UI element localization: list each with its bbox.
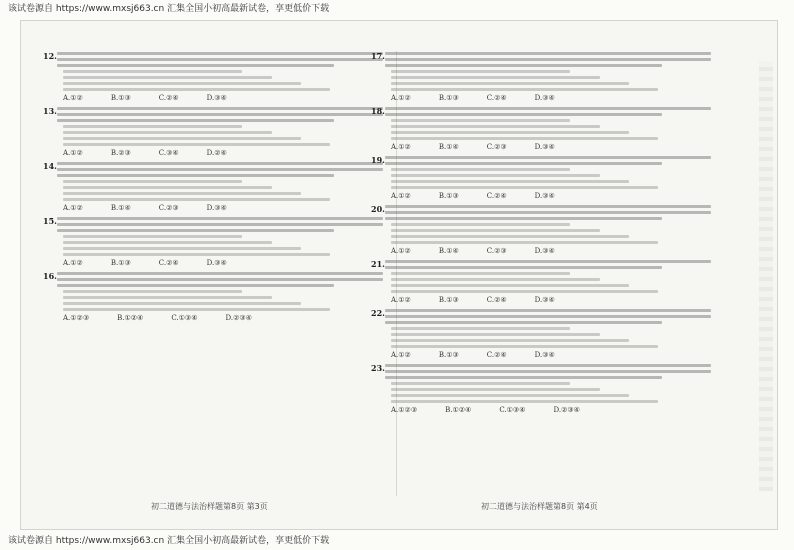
statement-line [63, 131, 272, 134]
stem-text-line [57, 64, 334, 67]
stem-text-line [385, 107, 711, 110]
statement-line [63, 180, 242, 183]
answer-choice: D.②④ [206, 149, 227, 157]
stem-text-line [385, 309, 711, 312]
answer-choice: C.②③ [486, 247, 507, 255]
answer-choice: D.③④ [534, 247, 555, 255]
question-block [43, 107, 383, 158]
question-block [43, 52, 383, 103]
answer-choice: A.①② [391, 296, 411, 304]
statement-line [391, 284, 629, 287]
question-stem [385, 52, 711, 91]
statement-line [391, 186, 658, 189]
question-number: 18. [371, 106, 385, 116]
answer-choice: B.①③ [438, 351, 459, 359]
statement-line [391, 223, 570, 226]
question-number: 20. [371, 204, 385, 214]
answer-choice: A.①② [391, 94, 411, 102]
stem-text-line [57, 119, 334, 122]
statement-line [391, 272, 570, 275]
stem-text-line [57, 284, 334, 287]
statement-line [391, 70, 570, 73]
statement-line [63, 308, 330, 311]
statement-line [63, 290, 242, 293]
statement-line [63, 198, 330, 201]
question-block [43, 272, 383, 323]
scan-edge-shadow [759, 61, 773, 491]
question-number: 23. [371, 363, 385, 373]
statement-line [63, 137, 301, 140]
stem-text-line [57, 217, 383, 220]
question-stem [385, 205, 711, 244]
stem-text-line [385, 58, 711, 61]
question-block [371, 364, 711, 415]
statement-line [391, 400, 658, 403]
statement-line [391, 137, 658, 140]
statement-line [391, 131, 629, 134]
statement-line [63, 296, 272, 299]
question-stem [57, 217, 383, 256]
stem-text-line [385, 205, 711, 208]
stem-text-line [385, 162, 662, 165]
top-watermark-banner: 该试卷源自 https://www.mxsj663.cn 汇集全国小初高最新试卷，享更低价下载 [8, 4, 330, 14]
answer-choice: B.①②④ [117, 314, 144, 322]
stem-text-line [385, 156, 711, 159]
stem-text-line [57, 174, 334, 177]
statement-line [63, 192, 301, 195]
stem-text-line [385, 113, 662, 116]
answer-choice: C.②④ [158, 94, 179, 102]
question-stem [385, 260, 711, 293]
statement-line [63, 302, 301, 305]
question-block [371, 260, 711, 305]
statement-line [391, 235, 629, 238]
statement-line [391, 327, 570, 330]
answer-choice: A.①② [63, 149, 83, 157]
question-stem [385, 107, 711, 140]
stem-text-line [385, 364, 711, 367]
answer-choice: A.①② [391, 351, 411, 359]
answer-choice: B.①③ [438, 192, 459, 200]
answer-choice: D.③④ [534, 192, 555, 200]
answer-choice: C.①③④ [171, 314, 198, 322]
left-page-footer: 初二道德与法治样题第8页 第3页 [151, 502, 268, 511]
answer-choice: A.①② [391, 192, 411, 200]
statement-line [63, 82, 301, 85]
answer-choice: D.③④ [534, 143, 555, 151]
answer-choice: B.②③ [110, 149, 131, 157]
answer-choices [63, 149, 383, 158]
answer-choice: B.①③ [110, 94, 131, 102]
answer-choice: A.①②③ [63, 314, 90, 322]
question-number: 15. [43, 216, 57, 226]
answer-choice: D.③④ [534, 351, 555, 359]
right-column [371, 49, 711, 494]
bottom-watermark-banner: 该试卷源自 https://www.mxsj663.cn 汇集全国小初高最新试卷，享更低价下载 [8, 536, 330, 546]
statement-line [391, 388, 600, 391]
statement-line [63, 70, 242, 73]
question-number: 17. [371, 51, 385, 61]
question-block [43, 217, 383, 268]
left-column [43, 49, 383, 494]
question-stem [385, 364, 711, 403]
question-number: 14. [43, 161, 57, 171]
question-stem [57, 272, 383, 311]
statement-line [391, 290, 658, 293]
answer-choice: B.①④ [438, 247, 459, 255]
answer-choice: C.②④ [486, 192, 507, 200]
stem-text-line [57, 162, 383, 165]
question-number: 16. [43, 271, 57, 281]
question-number: 12. [43, 51, 57, 61]
stem-text-line [57, 229, 334, 232]
stem-text-line [385, 217, 662, 220]
stem-text-line [385, 376, 662, 379]
answer-choices [63, 259, 383, 268]
answer-choice: C.①③④ [499, 406, 526, 414]
stem-text-line [385, 321, 662, 324]
question-number: 13. [43, 106, 57, 116]
statement-line [63, 143, 330, 146]
answer-choice: A.①② [63, 259, 83, 267]
stem-text-line [385, 315, 711, 318]
statement-line [63, 253, 330, 256]
right-page-footer: 初二道德与法治样题第8页 第4页 [481, 502, 598, 511]
answer-choice: A.①② [391, 247, 411, 255]
answer-choice: C.②④ [158, 259, 179, 267]
stem-text-line [57, 278, 383, 281]
question-stem [57, 52, 383, 91]
question-block [371, 205, 711, 256]
stem-text-line [385, 370, 711, 373]
question-block [371, 309, 711, 360]
statement-line [391, 333, 600, 336]
answer-choice: C.②④ [486, 351, 507, 359]
answer-choices [63, 204, 383, 213]
stem-text-line [385, 64, 662, 67]
statement-line [391, 174, 600, 177]
statement-line [391, 345, 658, 348]
answer-choice: C.②③ [158, 204, 179, 212]
answer-choice: B.①③ [110, 259, 131, 267]
answer-choices [391, 94, 711, 103]
answer-choice: C.③④ [158, 149, 179, 157]
statement-line [391, 241, 658, 244]
answer-choice: C.②④ [486, 94, 507, 102]
answer-choice: D.③④ [206, 204, 227, 212]
answer-choice: C.②④ [486, 296, 507, 304]
answer-choice: B.①③ [438, 296, 459, 304]
answer-choice: D.③④ [206, 94, 227, 102]
statement-line [63, 186, 272, 189]
answer-choice: B.①④ [110, 204, 131, 212]
answer-choice: D.③④ [534, 296, 555, 304]
statement-line [63, 88, 330, 91]
statement-line [391, 76, 600, 79]
scanned-exam-page [20, 20, 778, 530]
stem-text-line [385, 266, 662, 269]
answer-choice: B.①③ [438, 94, 459, 102]
statement-line [391, 339, 629, 342]
answer-choice: D.③④ [534, 94, 555, 102]
question-block [371, 107, 711, 152]
stem-text-line [57, 113, 383, 116]
statement-line [391, 125, 600, 128]
answer-choice: D.②③④ [225, 314, 252, 322]
answer-choice: B.①②④ [445, 406, 472, 414]
statement-line [391, 168, 570, 171]
stem-text-line [57, 168, 383, 171]
stem-text-line [57, 107, 383, 110]
question-stem [57, 107, 383, 146]
question-number: 19. [371, 155, 385, 165]
statement-line [63, 247, 301, 250]
statement-line [63, 241, 272, 244]
statement-line [391, 394, 629, 397]
statement-line [391, 382, 570, 385]
question-number: 21. [371, 259, 385, 269]
question-number: 22. [371, 308, 385, 318]
statement-line [391, 119, 570, 122]
statement-line [63, 125, 242, 128]
answer-choices [391, 192, 711, 201]
question-stem [385, 309, 711, 348]
statement-line [391, 88, 658, 91]
answer-choices [391, 296, 711, 305]
answer-choice: A.①②③ [391, 406, 418, 414]
answer-choices [391, 247, 711, 256]
statement-line [391, 180, 629, 183]
question-block [43, 162, 383, 213]
answer-choice: A.①② [391, 143, 411, 151]
answer-choices [63, 94, 383, 103]
answer-choice: C.②③ [486, 143, 507, 151]
statement-line [63, 235, 242, 238]
statement-line [63, 76, 272, 79]
statement-line [391, 278, 600, 281]
stem-text-line [385, 260, 711, 263]
answer-choice: B.①④ [438, 143, 459, 151]
answer-choice: A.①② [63, 204, 83, 212]
answer-choices [391, 406, 711, 415]
statement-line [391, 229, 600, 232]
question-block [371, 52, 711, 103]
answer-choice: D.③④ [206, 259, 227, 267]
answer-choices [391, 143, 711, 152]
question-stem [57, 162, 383, 201]
answer-choices [391, 351, 711, 360]
statement-line [391, 82, 629, 85]
question-stem [385, 156, 711, 189]
answer-choice: A.①② [63, 94, 83, 102]
stem-text-line [57, 223, 383, 226]
stem-text-line [57, 58, 383, 61]
answer-choice: D.②③④ [553, 406, 580, 414]
stem-text-line [57, 272, 383, 275]
question-block [371, 156, 711, 201]
stem-text-line [57, 52, 383, 55]
stem-text-line [385, 52, 711, 55]
stem-text-line [385, 211, 711, 214]
answer-choices [63, 314, 383, 323]
